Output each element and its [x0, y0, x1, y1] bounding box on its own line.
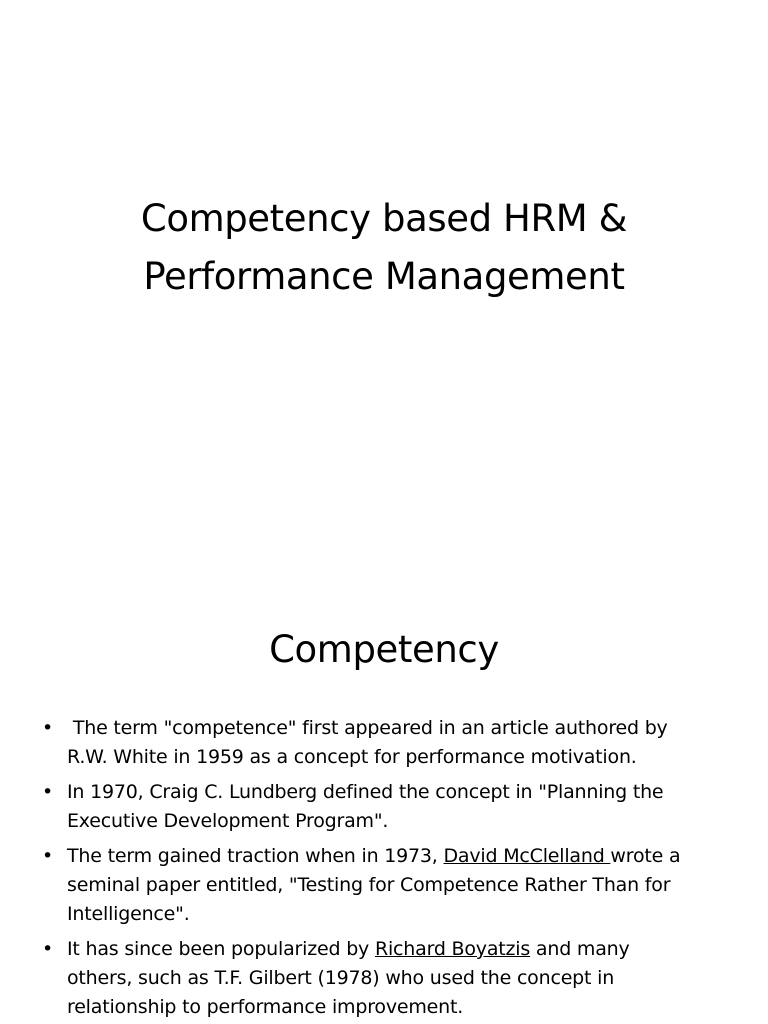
bullet-icon: •	[42, 781, 54, 803]
bullet-item-2	[38, 778, 738, 836]
david-mcclelland-link[interactable]: David McClelland	[443, 845, 611, 867]
richard-boyatzis-link[interactable]: Richard Boyatzis	[374, 938, 531, 960]
bullet-3-text-after-link: wrote a	[610, 845, 681, 867]
bullet-3-line-2: seminal paper entitled, "Testing for Competence Rather Than for	[67, 874, 671, 896]
bullet-4-line-3: relationship to performance improvement.	[67, 996, 464, 1018]
competency-slide	[0, 576, 768, 1024]
bullet-icon: •	[42, 845, 54, 867]
slide-heading: Competency	[269, 628, 499, 671]
bullet-4-text-before-link: It has since been popularized by	[67, 938, 375, 960]
title-line-1: Competency based HRM &	[140, 197, 628, 240]
bullet-4-line-2: others, such as T.F. Gilbert (1978) who used the concept in	[67, 967, 615, 989]
slide-title	[0, 190, 768, 306]
bullet-item-4	[38, 935, 738, 1022]
bullet-3-text-before-link: The term gained traction when in 1973,	[67, 845, 444, 867]
bullet-item-1	[38, 714, 738, 772]
bullet-list	[38, 714, 738, 1024]
bullet-1-line-2: R.W. White in 1959 as a concept for performance motivation.	[67, 746, 637, 768]
bullet-item-3	[38, 842, 738, 929]
bullet-4-text-after-link: and many	[530, 938, 630, 960]
bullet-icon: •	[42, 938, 54, 960]
bullet-2-line-2: Executive Development Program".	[67, 810, 389, 832]
bullet-1-line-1: The term "competence" first appeared in an article authored by	[67, 717, 668, 739]
title-line-2: Performance Management	[143, 255, 625, 298]
bullet-icon: •	[42, 717, 54, 739]
bullet-2-line-1: In 1970, Craig C. Lundberg defined the concept in "Planning the	[67, 781, 664, 803]
bullet-3-line-3: Intelligence".	[67, 903, 190, 925]
